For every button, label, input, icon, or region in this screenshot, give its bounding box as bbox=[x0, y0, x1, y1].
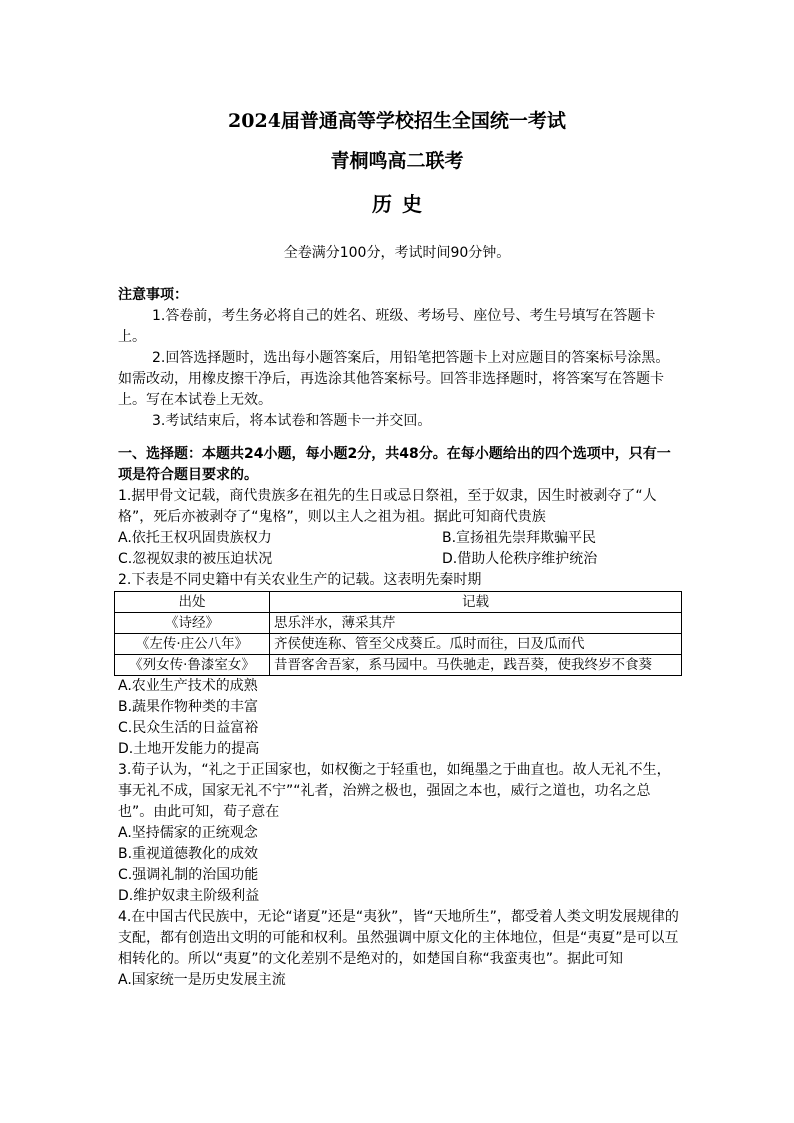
table-row bbox=[115, 655, 682, 676]
option-a: A.国家统一是历史发展主流 bbox=[118, 972, 286, 988]
table-row bbox=[115, 613, 682, 634]
question-stem: 3.荀子认为，“礼之于正国家也，如权衡之于轻重也，如绳墨之于曲直也。故人无礼不生，事无礼不成，国家无礼不宁”“礼者，治辨之极也，强固之本也，威行之道也，功名之总也”。由此可知，荀子意在 bbox=[118, 762, 671, 820]
table-header-source: 出处 bbox=[115, 592, 270, 613]
table-cell-record: 思乐泮水，薄采其芹 bbox=[270, 613, 682, 634]
note-item-1: 1.答卷前，考生务必将自己的姓名、班级、考场号、座位号、考生号填写在答题卡上。 bbox=[118, 308, 656, 345]
exam-title: 2024届普通高等学校招生全国统一考试 bbox=[228, 110, 566, 132]
option-a: A.依托王权巩固贵族权力 bbox=[118, 530, 272, 546]
option-b: B.宣扬祖先崇拜欺骗平民 bbox=[442, 530, 597, 546]
table-header-record: 记载 bbox=[270, 592, 682, 613]
option-c: C.忽视奴隶的被压迫状况 bbox=[118, 551, 273, 567]
option-d: D.借助人伦秩序维护统治 bbox=[442, 551, 598, 567]
question-2 bbox=[118, 570, 680, 760]
table-row bbox=[115, 634, 682, 655]
spacer bbox=[118, 432, 680, 444]
table-cell-source: 《左传·庄公八年》 bbox=[115, 634, 270, 655]
option-b: B.重视道德教化的成效 bbox=[118, 846, 259, 862]
section-heading: 一、选择题：本题共24小题，每小题2分，共48分。在每小题给出的四个选项中，只有一项是符合题目要求的。 bbox=[118, 446, 671, 483]
table-cell-source: 《列女传·鲁漆室女》 bbox=[115, 655, 270, 676]
question-3 bbox=[118, 760, 680, 907]
note-item-3: 3.考试结束后，将本试卷和答题卡一并交回。 bbox=[152, 413, 432, 429]
table-cell-source: 《诗经》 bbox=[115, 613, 270, 634]
option-c: C.民众生活的日益富裕 bbox=[118, 720, 259, 736]
table-cell-record: 昔晋客舍吾家，系马园中。马佚驰走，践吾葵，使我终岁不食葵 bbox=[270, 655, 682, 676]
question-options bbox=[118, 528, 680, 570]
option-b: B.蔬果作物种类的丰富 bbox=[118, 699, 259, 715]
exam-subtitle: 青桐鸣高二联考 bbox=[330, 150, 464, 172]
note-item-2: 2.回答选择题时，选出每小题答案后，用铅笔把答题卡上对应题目的答案标号涂黑。如需改动，用橡皮擦干净后，再选涂其他答案标号。回答非选择题时，将答案写在答题卡上。写在本试卷上无效。 bbox=[118, 350, 670, 408]
option-a: A.农业生产技术的成熟 bbox=[118, 678, 258, 694]
option-d: D.维护奴隶主阶级利益 bbox=[118, 888, 260, 904]
table-header-row bbox=[115, 592, 682, 613]
records-table bbox=[114, 591, 682, 676]
option-d: D.土地开发能力的提高 bbox=[118, 741, 260, 757]
notes-heading: 注意事项： bbox=[118, 287, 188, 303]
subject-title: 历史 bbox=[372, 192, 432, 216]
question-stem: 2.下表是不同史籍中有关农业生产的记载。这表明先秦时期 bbox=[118, 572, 482, 588]
table-cell-record: 齐侯使连称、管至父戍葵丘。瓜时而往，曰及瓜而代 bbox=[270, 634, 682, 655]
option-c: C.强调礼制的治国功能 bbox=[118, 867, 259, 883]
question-stem: 1.据甲骨文记载，商代贵族多在祖先的生日或忌日祭祖，至于奴隶，因生时被剥夺了“人格”，死后亦被剥夺了“鬼格”，则以主人之祖为祖。据此可知商代贵族 bbox=[118, 488, 657, 525]
exam-content bbox=[118, 285, 680, 991]
exam-info: 全卷满分100分，考试时间90分钟。 bbox=[283, 245, 511, 261]
option-a: A.坚持儒家的正统观念 bbox=[118, 825, 258, 841]
question-4 bbox=[118, 907, 680, 991]
question-stem: 4.在中国古代民族中，无论“诸夏”还是“夷狄”，皆“天地所生”，都受着人类文明发展规律的支配，都有创造出文明的可能和权利。虽然强调中原文化的主体地位，但是“夷夏”是可以互相转化的。所以“夷夏”的文化差别不是绝对的，如楚国自称“我蛮夷也”。据此可知 bbox=[118, 909, 679, 967]
question-1 bbox=[118, 486, 680, 570]
